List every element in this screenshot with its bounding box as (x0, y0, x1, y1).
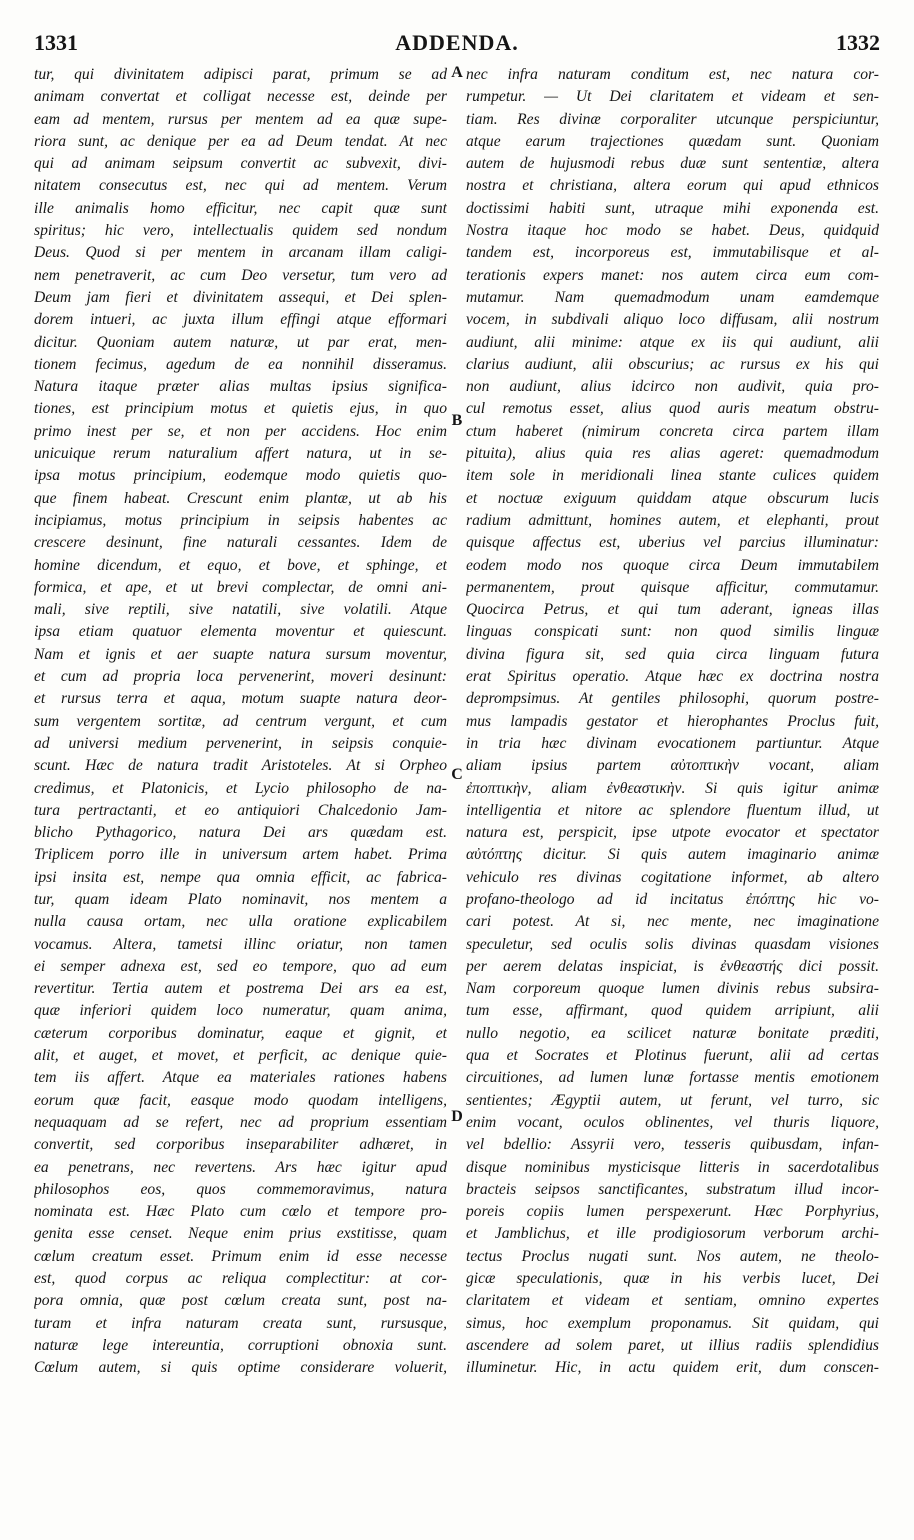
text-line: nem penetraverit, ac cum Deo versetur, tum vero ad (34, 266, 447, 284)
text-line: simus, hoc exemplum proponamus. Sit quidam, qui (466, 1314, 879, 1332)
text-line: philosophos eos, quos commemoravimus, natura (34, 1180, 447, 1198)
text-line: erat Spiritus operatio. Atque hæc ex doctrina nostra (466, 668, 879, 686)
page-header (34, 30, 880, 60)
text-line: natura est, perspicit, ipse utpote evocator et spectator (466, 824, 879, 842)
page-number-right: 1332 (836, 30, 880, 55)
text-line: homine dicendum, et equo, et bove, et sphinge, et (34, 556, 447, 574)
text-line: nequaquam ad se refert, nec ad proprium essentiam (34, 1113, 447, 1131)
text-line: Triplicem porro ille in universum artem habet. Prima (34, 846, 447, 864)
text-line: crescere desinunt, fine naturali cessantes. Idem de (34, 534, 447, 552)
text-line: ascendere ad solem paret, ut illius radiis splendidius (466, 1336, 879, 1354)
page-number-left: 1331 (34, 30, 78, 55)
text-line: Deus. Quod si per mentem in arcanam illam caligi- (34, 244, 447, 262)
text-line: per aerem delatas inspiciat, is ἐνθεαστής dici possit. (466, 957, 879, 975)
text-line: gicæ speculationis, quæ in his verbis lucet, Dei (466, 1270, 879, 1288)
text-line: linguas conspicati sunt: non quod similis linguæ (466, 623, 879, 641)
text-line: nullo negotio, ea scilicet naturæ bonitate præditi, (466, 1024, 879, 1042)
text-line: quisque affectus est, uberius vel parcius illuminatur: (466, 534, 879, 552)
text-line: scunt. Hæc de natura tradit Aristoteles. At si Orpheo (34, 757, 447, 775)
text-line: nulla causa ortam, nec ulla oratione explicabilem (34, 913, 447, 931)
text-line: mus lampadis gestator et hierophantes Proclus fuit, (466, 712, 879, 730)
text-line: sentientes; Ægyptii autem, ut ferunt, vel turro, sic (466, 1091, 879, 1109)
text-line: mutamur. Nam quemadmodum unam eamdemque (466, 288, 879, 306)
text-line: Nostra itaque hoc modo se habet. Deus, quidquid (466, 222, 879, 240)
text-line: ea penetrans, nec revertens. Ars hæc igitur apud (34, 1158, 447, 1176)
text-line: ei semper adnexa est, sed eo tempore, quo ad eum (34, 957, 447, 975)
text-line: revertitur. Tertia autem et postrema Dei ars ea est, (34, 980, 447, 998)
text-line: ipsi insita est, nempe qua omnia efficit, ac fabrica- (34, 868, 447, 886)
text-line: qui ad animam seipsum convertit ac subvexit, divi- (34, 155, 447, 173)
text-line: tura pertractanti, et eo antiquiori Chalcedonio Jam- (34, 801, 447, 819)
text-line: nitatem consecutus est, nec qui ad mentem. Verum (34, 177, 447, 195)
text-line: eorum quæ facit, easque modo quodam intelligens, (34, 1091, 447, 1109)
text-line: et rursus terra et aqua, motum suapte natura deor- (34, 690, 447, 708)
text-line: ipsa motus principium, eodemque modo quietis quo- (34, 467, 447, 485)
text-line: radium admittunt, homines autem, et elephanti, prout (466, 511, 879, 529)
text-line: disque nominibus mysticisque litteris in sacerdotalibus (466, 1158, 879, 1176)
text-line: sum vergentem sortitæ, ad centrum vergunt, et cum (34, 712, 447, 730)
text-line: Deum jam fieri et divinitatem assequi, et Dei splen- (34, 288, 447, 306)
text-line: nec infra naturam conditum est, nec natura cor- (466, 66, 879, 83)
text-line: genita esse censet. Neque enim prius exstitisse, quam (34, 1225, 447, 1243)
text-line: eodem modo nos quoque circa Deum immutabilem (466, 556, 879, 574)
text-line: item sole in meridionali linea stante culices quidem (466, 467, 879, 485)
text-line: speculetur, sed oculis solis divinas quasdam visiones (466, 935, 879, 953)
text-line: mali, sive reptili, sive natatili, sive volatili. Atque (34, 601, 447, 619)
text-line: pituita), alius quia res alias ageret: quemadmodum (466, 445, 879, 463)
text-line: cari potest. At si, nec mente, nec imaginatione (466, 913, 879, 931)
text-line: ἐποπτικὴν, aliam ἐνθεαστικὴν. Si quis igitur animæ (466, 779, 879, 797)
text-line: unicuique rerum naturalium affert natura, ut in se- (34, 445, 447, 463)
text-line: enim vocant, oculos oblinentes, vel thuris liquore, (466, 1113, 879, 1131)
text-line: convertit, sed corporibus inseparabiliter adhæret, in (34, 1136, 447, 1154)
text-line: cul remotus esset, alius quod auris meatum obstru- (466, 400, 879, 418)
text-line: autem de hujusmodi rebus duæ sunt sententiæ, altera (466, 155, 879, 173)
text-line: tur, qui divinitatem adipisci parat, primum se ad (34, 66, 447, 83)
text-line: nominata est. Hæc Plato cum cœlo et tempore pro- (34, 1203, 447, 1221)
text-line: Cœlum autem, si quis optime considerare voluerit, (34, 1359, 447, 1377)
margin-marker-b: B (451, 412, 463, 429)
text-line: incipiamus, motus principium in seipsis habentes ac (34, 511, 447, 529)
text-line: permanentem, prout quisque afficitur, commutamur. (466, 578, 879, 596)
text-line: credimus, et Platonicis, et Lycio philosopho de na- (34, 779, 447, 797)
text-line: tionem fecimus, agedum de ea nonnihil disseramus. (34, 355, 447, 373)
text-line: dorem intueri, ac juxta illum effingi atque efformari (34, 311, 447, 329)
text-line: Quocirca Petrus, et qui tum aderant, igneas illas (466, 601, 879, 619)
text-line: et Jamblichus, et ille prodigiosorum verborum archi- (466, 1225, 879, 1243)
text-line: nostra et christiana, altera eorum qui apud ethnicos (466, 177, 879, 195)
text-line: in tria hæc divinam evocationem partiuntur. Atque (466, 734, 879, 752)
text-line: poreis copiis lumen perspexerunt. Hæc Porphyrius, (466, 1203, 879, 1221)
text-line: illuminetur. Hic, in actu quidem erit, dum conscen- (466, 1359, 879, 1377)
text-line: ipsa etiam quatuor elementa moventur et quiescunt. (34, 623, 447, 641)
text-line: ille animalis homo efficitur, nec capit quæ sunt (34, 199, 447, 217)
text-line: et cum ad propria loca pervenerint, moveri desinunt: (34, 668, 447, 686)
text-line: formica, et ape, et ut brevi complectar, de omni ani- (34, 578, 447, 596)
text-line: quæ inferiori quidem loco numeratur, quam anima, (34, 1002, 447, 1020)
text-line: bracteis seipsos sanctificantes, substratum illud incor- (466, 1180, 879, 1198)
text-line: que finem habeat. Crescunt enim plantæ, ut ab his (34, 489, 447, 507)
text-line: aliam ipsius partem αὐτοπτικὴν vocant, aliam (466, 757, 879, 775)
text-line: αὐτόπτης dicitur. Si quis autem imaginario animæ (466, 846, 879, 864)
text-line: pora omnia, quæ post cœlum creata sunt, post na- (34, 1292, 447, 1310)
text-line: eam ad mentem, rursus per mentem ad ea quæ supe- (34, 110, 447, 128)
text-line: audiunt, alii minime: atque ex iis qui audiunt, alii (466, 333, 879, 351)
margin-marker-c: C (451, 766, 463, 783)
text-line: riora sunt, ac denique per ea ad Deum tendat. At nec (34, 132, 447, 150)
text-line: vel bdellio: Assyrii vero, tesseris quibusdam, infan- (466, 1136, 879, 1154)
text-line: clarius audiunt, alii obscurius; ac rursus ex his qui (466, 355, 879, 373)
text-line: ad universi medium pervenerint, in seipsis conquie- (34, 734, 447, 752)
right-column (466, 64, 879, 1380)
text-line: tum esse, affirmant, quod quidem arripiunt, alii (466, 1002, 879, 1020)
text-line: cœlum creatum esset. Primum enim id esse necesse (34, 1247, 447, 1265)
margin-marker-a: A (451, 64, 463, 81)
text-line: qua et Socrates et Plotinus fuerunt, alii ad certas (466, 1047, 879, 1065)
text-line: spiritus; hic vero, intellectualis quidem sed nondum (34, 222, 447, 240)
text-line: divina figura sit, sed quia circa linguam futura (466, 645, 879, 663)
text-line: vocamus. Altera, tametsi illinc oriatur, non tamen (34, 935, 447, 953)
text-line: blicho Pythagorico, natura Dei ars quædam est. (34, 824, 447, 842)
text-line: turam et infra naturam creata sunt, rursusque, (34, 1314, 447, 1332)
text-line: terationis expers manet: nos autem circa eum com- (466, 266, 879, 284)
left-column (34, 64, 447, 1380)
text-line: animam convertat et colligat necesse est, deinde per (34, 88, 447, 106)
text-line: dicitur. Quoniam autem naturæ, ut par erat, men- (34, 333, 447, 351)
text-line: circuitiones, ad lumen lunæ fortasse mentis emotionem (466, 1069, 879, 1087)
text-line: non audiunt, alius idcirco non audivit, quia pro- (466, 378, 879, 396)
text-line: Nam et ignis et aer suapte natura sursum moventur, (34, 645, 447, 663)
text-line: cæterum corporibus dominatur, eaque et gignit, et (34, 1024, 447, 1042)
text-line: vehiculo res divinas cogitatione informet, ab altero (466, 868, 879, 886)
text-line: tandem est, incorporeus est, immutabilisque et al- (466, 244, 879, 262)
margin-marker-d: D (451, 1108, 463, 1125)
text-line: tiam. Res divinæ corporaliter utcunque perspiciuntur, (466, 110, 879, 128)
text-line: ctum haberet (nimirum concreta circa partem illam (466, 422, 879, 440)
text-line: naturæ lege intereuntia, corruptioni obnoxia sunt. (34, 1336, 447, 1354)
text-line: et noctuæ exiguum quiddam atque obscurum lucis (466, 489, 879, 507)
text-line: doctissimi habiti sunt, utraque mihi exponenda est. (466, 199, 879, 217)
text-line: Natura itaque præter alias multas ipsius significa- (34, 378, 447, 396)
text-line: est, quod corpus ac reliqua complectitur: at cor- (34, 1270, 447, 1288)
text-line: alit, et auget, et movet, et perficit, ac denique quie- (34, 1047, 447, 1065)
text-line: atque earum trajectiones quædam sunt. Quoniam (466, 132, 879, 150)
text-line: rumpetur. — Ut Dei claritatem et videam et sen- (466, 88, 879, 106)
text-line: intelligentia et nitore ac splendore fluentum illud, ut (466, 801, 879, 819)
text-line: deprompsimus. At gentiles philosophi, quorum postre- (466, 690, 879, 708)
text-line: profano-theologo ad id incitatus ἐπόπτης hic vo- (466, 890, 879, 908)
text-line: tem iis affert. Atque ea materiales rationes habens (34, 1069, 447, 1087)
text-line: tectus Proclus nugati sunt. Nos autem, ne theolo- (466, 1247, 879, 1265)
text-line: primo inest per se, et non per accidens. Hoc enim (34, 422, 447, 440)
text-line: tur, quam ideam Plato nominavit, nos mentem a (34, 890, 447, 908)
text-line: vocem, in subdivali aliquo loco diffusam, alii nostrum (466, 311, 879, 329)
text-line: tiones, est principium motus et quietis ejus, in quo (34, 400, 447, 418)
running-title: ADDENDA. (395, 30, 519, 55)
text-line: Nam corporeum quoque lumen divinis rebus subsira- (466, 980, 879, 998)
text-line: claritatem et videam et sentiam, omnino expertes (466, 1292, 879, 1310)
